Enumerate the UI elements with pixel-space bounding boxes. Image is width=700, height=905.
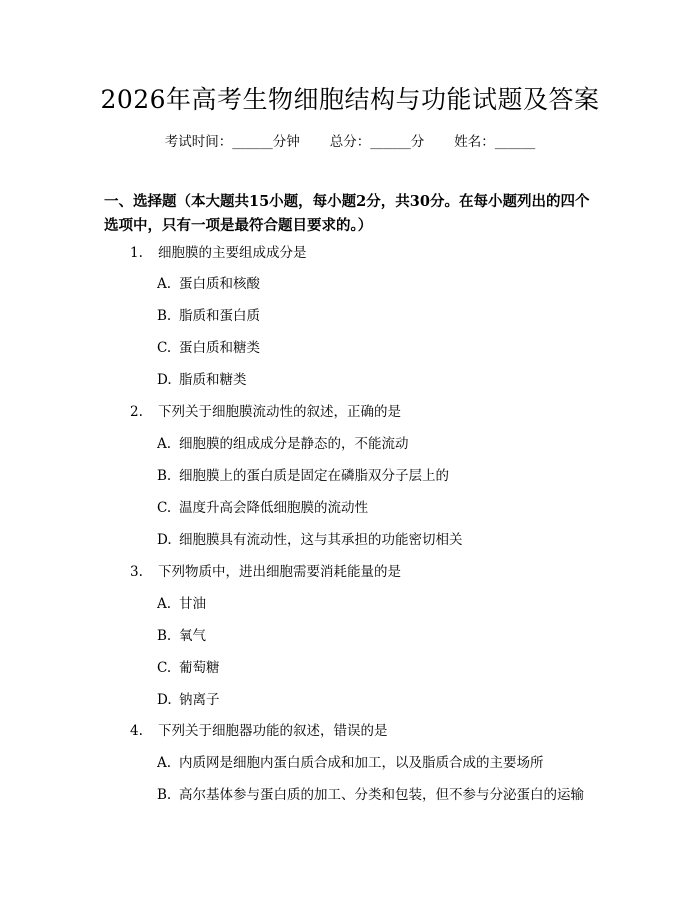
question-number: 4. <box>130 723 143 739</box>
question-number: 2. <box>130 404 143 420</box>
option-text: 脂质和糖类 <box>179 372 247 388</box>
option-text: 氧气 <box>179 628 206 644</box>
option-3a <box>157 594 206 614</box>
option-letter: C. <box>157 500 172 516</box>
option-letter: D. <box>157 372 172 388</box>
option-letter: A. <box>157 436 172 452</box>
option-letter: D. <box>157 532 172 548</box>
option-letter: A. <box>157 276 172 292</box>
question-stem: 下列物质中，进出细胞需要消耗能量的是 <box>158 564 401 580</box>
option-text: 脂质和蛋白质 <box>179 308 260 324</box>
option-1d <box>157 370 247 390</box>
name-field: 姓名：______ <box>454 134 536 150</box>
option-text: 细胞膜具有流动性，这与其承担的功能密切相关 <box>179 532 463 548</box>
option-1a <box>157 274 260 294</box>
question-2 <box>130 402 401 422</box>
option-3d <box>157 690 220 710</box>
option-letter: A. <box>157 596 172 612</box>
option-text: 高尔基体参与蛋白质的加工、分类和包装，但不参与分泌蛋白的运输 <box>179 787 584 803</box>
page-title: 2026年高考生物细胞结构与功能试题及答案 <box>100 85 600 114</box>
option-text: 温度升高会降低细胞膜的流动性 <box>179 500 368 516</box>
question-number: 1. <box>130 245 143 261</box>
option-1b <box>157 306 260 326</box>
option-text: 蛋白质和糖类 <box>179 340 260 356</box>
option-letter: D. <box>157 692 172 708</box>
option-letter: B. <box>157 787 172 803</box>
option-letter: C. <box>157 660 172 676</box>
option-text: 钠离子 <box>179 692 220 708</box>
option-text: 内质网是细胞内蛋白质合成和加工，以及脂质合成的主要场所 <box>179 755 544 771</box>
option-3b <box>157 626 206 646</box>
option-4b <box>157 785 584 805</box>
option-2b <box>157 466 449 486</box>
option-4a <box>157 753 544 773</box>
option-text: 蛋白质和核酸 <box>179 276 260 292</box>
option-text: 葡萄糖 <box>179 660 220 676</box>
question-stem: 下列关于细胞膜流动性的叙述，正确的是 <box>158 404 401 420</box>
option-letter: B. <box>157 628 172 644</box>
question-number: 3. <box>130 564 143 580</box>
option-letter: A. <box>157 755 172 771</box>
option-2d <box>157 530 463 550</box>
question-3 <box>130 562 401 582</box>
section-heading: 一、选择题（本大题共15小题，每小题2分，共30分。在每小题列出的四个选项中，只有一项是最符合题目要求的。） <box>104 193 590 234</box>
option-text: 细胞膜的组成成分是静态的，不能流动 <box>179 436 409 452</box>
option-letter: C. <box>157 340 172 356</box>
option-3c <box>157 658 220 678</box>
option-letter: B. <box>157 308 172 324</box>
option-2c <box>157 498 368 518</box>
option-letter: B. <box>157 468 172 484</box>
exam-info-line <box>0 132 700 152</box>
total-score-field: 总分：______分 <box>329 134 425 150</box>
option-text: 细胞膜上的蛋白质是固定在磷脂双分子层上的 <box>179 468 449 484</box>
question-stem: 细胞膜的主要组成成分是 <box>158 245 307 261</box>
question-1 <box>130 243 307 263</box>
option-2a <box>157 434 409 454</box>
exam-time-field: 考试时间：______分钟 <box>164 134 300 150</box>
option-text: 甘油 <box>179 596 206 612</box>
question-stem: 下列关于细胞器功能的叙述，错误的是 <box>158 723 388 739</box>
option-1c <box>157 338 260 358</box>
question-4 <box>130 721 388 741</box>
